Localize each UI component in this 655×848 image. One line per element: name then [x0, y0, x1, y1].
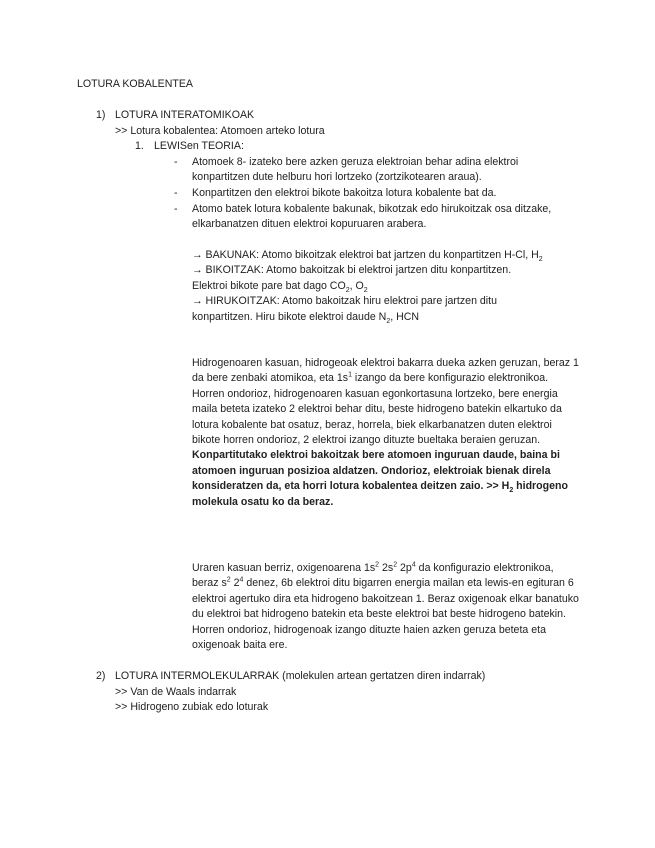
oxygen-paragraph: Uraren kasuan berriz, oxigenoarena $1s^2$ $2s^2$ $2p^4$ da konfigurazio elektronikoa, beraz $s^2$ $2^4$ denez, 6b elektroi ditu bigarren energia mailan eta lewis-en egituran 6 elektroi agertuko dira eta hidrogeno bakoitzean 1. Beraz oxigenoak elkar banatuko du elektroi bat hidrogeno batekin eta beste elektroi bat beste hidrogeno batekin. Horren ondorioz, hidrogenoak izango dituzte haien azken geruza beteta eta oxigenoak baita ere. [192, 561, 579, 652]
section-2-title: LOTURA INTERMOLEKULARRAK (molekulen artean gertatzen diren indarrak) [115, 670, 486, 682]
section-1-subtitle: >> Lotura kobalentea: Atomoen arteko lotura [115, 125, 325, 137]
section-2-item: >> Hidrogeno zubiak edo loturak [115, 701, 269, 713]
bullet-mark: - [174, 156, 178, 168]
section-1-number: 1) [96, 109, 106, 121]
section-2-number: 2) [96, 670, 106, 682]
bullet-item: Konpartitzen den elektroi bikote bakoitza lotura kobalente bat da. [192, 187, 497, 199]
bullet-item: Atomo batek lotura kobalente bakunak, bikotzak edo hirukoitzak osa ditzake, elkarbanatzen dituen elektroi kopuruaren arabera. [192, 203, 552, 231]
list-1-title: LEWISen TEORIA: [154, 140, 244, 152]
hydrogen-paragraph: Hidrogenoaren kasuan, hidrogeoak elektroi bakarra dueka azken geruzan, beraz 1 da bere zenbaki atomikoa, eta $1s^1$ izango da bere konfigurazio elektronikoa. Horren ondorioz, hidrogenoaren kasuan egonkortasuna lortzeko, bere energia maila beteta izateko 2 elektroi behar ditu, beste hidrogeno batekin elkartuko da lotura kobalente bat osatuz, beraz, horrela, biek elkarbanatzen duten elektroi bikote horren ondorioz, 2 elektroi izango dituzte bueltaka beraien geruzan. Konpartitutako elektroi bakoitzak bere atomoen inguruan daude, baina bi atomoen inguruan posizioa aldatzen. Ondorioz, elektroiak bienak direla konsideratzen da, eta horri lotura kobalentea deitzen zaio. >> $H_2$ hidrogeno molekula osatu ko da beraz. [192, 357, 579, 508]
hydrogen-bold-text: Konpartitutako elektroi bakoitzak bere atomoen inguruan daude, baina bi atomoen inguruan posizioa aldatzen. Ondorioz, elektroiak bienak direla konsideratzen da, eta horri lotura kobalentea deitzen zaio. >> $H_2$ hidrogeno molekula osatu ko da beraz. [192, 449, 568, 508]
bond-types [192, 248, 582, 325]
bond-type-hirukoitzak: → HIRUKOITZAK: Atomo bakoitzak hiru elektroi pare jartzen ditu konpartitzen. Hiru bikote elektroi daude $N_2$, HCN [192, 295, 497, 325]
document-title: LOTURA KOBALENTEA [77, 78, 193, 90]
bullet-item: Atomoek 8- izateko bere azken geruza elektroian behar adina elektroi konpartitzen dute helburu hori lortzeko (zortzikotearen araua). [192, 156, 519, 184]
bond-type-bakunak: → BAKUNAK: Atomo bikoitzak elektroi bat jartzen du konpartitzen H-Cl, $H_2$ [192, 249, 543, 264]
bullet-mark: - [174, 187, 178, 199]
list-1-number: 1. [135, 140, 144, 152]
bullet-mark: - [174, 203, 178, 215]
bond-type-bikoitzak: → BIKOITZAK: Atomo bakoitzak bi elektroi jartzen ditu konpartitzen. Elektroi bikote pare bat dago $CO_2$, $O_2$ [192, 264, 512, 294]
section-1-title: LOTURA INTERATOMIKOAK [115, 109, 255, 121]
section-2-item: >> Van de Waals indarrak [115, 686, 237, 698]
